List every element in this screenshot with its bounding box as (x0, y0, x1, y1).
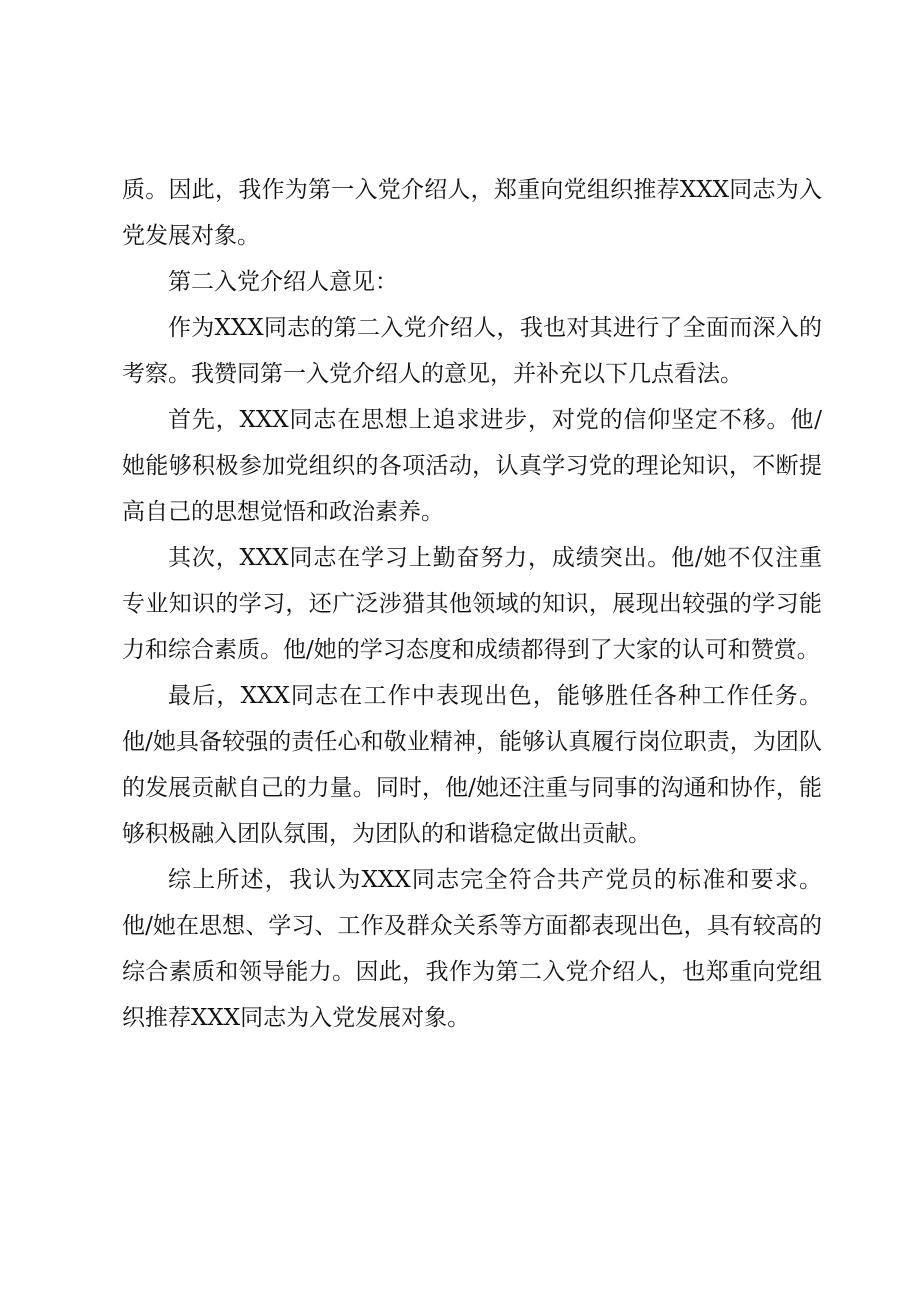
section-heading-second-introducer: 第二入党介绍人意见： (168, 269, 398, 295)
paragraph-intro: 作为XXX同志的第二入党介绍人，我也对其进行了全面而深入的考察。我赞同第一入党介绍人的意见，并补充以下几点看法。 (122, 315, 822, 387)
paragraph-second-point: 其次，XXX同志在学习上勤奋努力，成绩突出。他/她不仅注重专业知识的学习，还广泛涉猎其他领域的知识，展现出较强的学习能力和综合素质。他/她的学习态度和成绩都得到了大家的认可和赞赏。 (122, 545, 822, 663)
paragraph-conclusion: 综上所述，我认为XXX同志完全符合共产党员的标准和要求。他/她在思想、学习、工作及群众关系等方面都表现出色，具有较高的综合素质和领导能力。因此，我作为第二入党介绍人，也郑重向党组织推荐XXX同志为入党发展对象。 (122, 867, 822, 1031)
paragraph-first-point: 首先，XXX同志在思想上追求进步，对党的信仰坚定不移。他/她能够积极参加党组织的各项活动，认真学习党的理论知识，不断提高自己的思想觉悟和政治素养。 (122, 407, 822, 525)
paragraph-continuation: 质。因此，我作为第一入党介绍人，郑重向党组织推荐XXX同志为入党发展对象。 (122, 177, 822, 249)
document-body (122, 167, 822, 1041)
paragraph-third-point: 最后，XXX同志在工作中表现出色，能够胜任各种工作任务。他/她具备较强的责任心和敬业精神，能够认真履行岗位职责，为团队的发展贡献自己的力量。同时，他/她还注重与同事的沟通和协作，能够积极融入团队氛围，为团队的和谐稳定做出贡献。 (122, 683, 822, 847)
